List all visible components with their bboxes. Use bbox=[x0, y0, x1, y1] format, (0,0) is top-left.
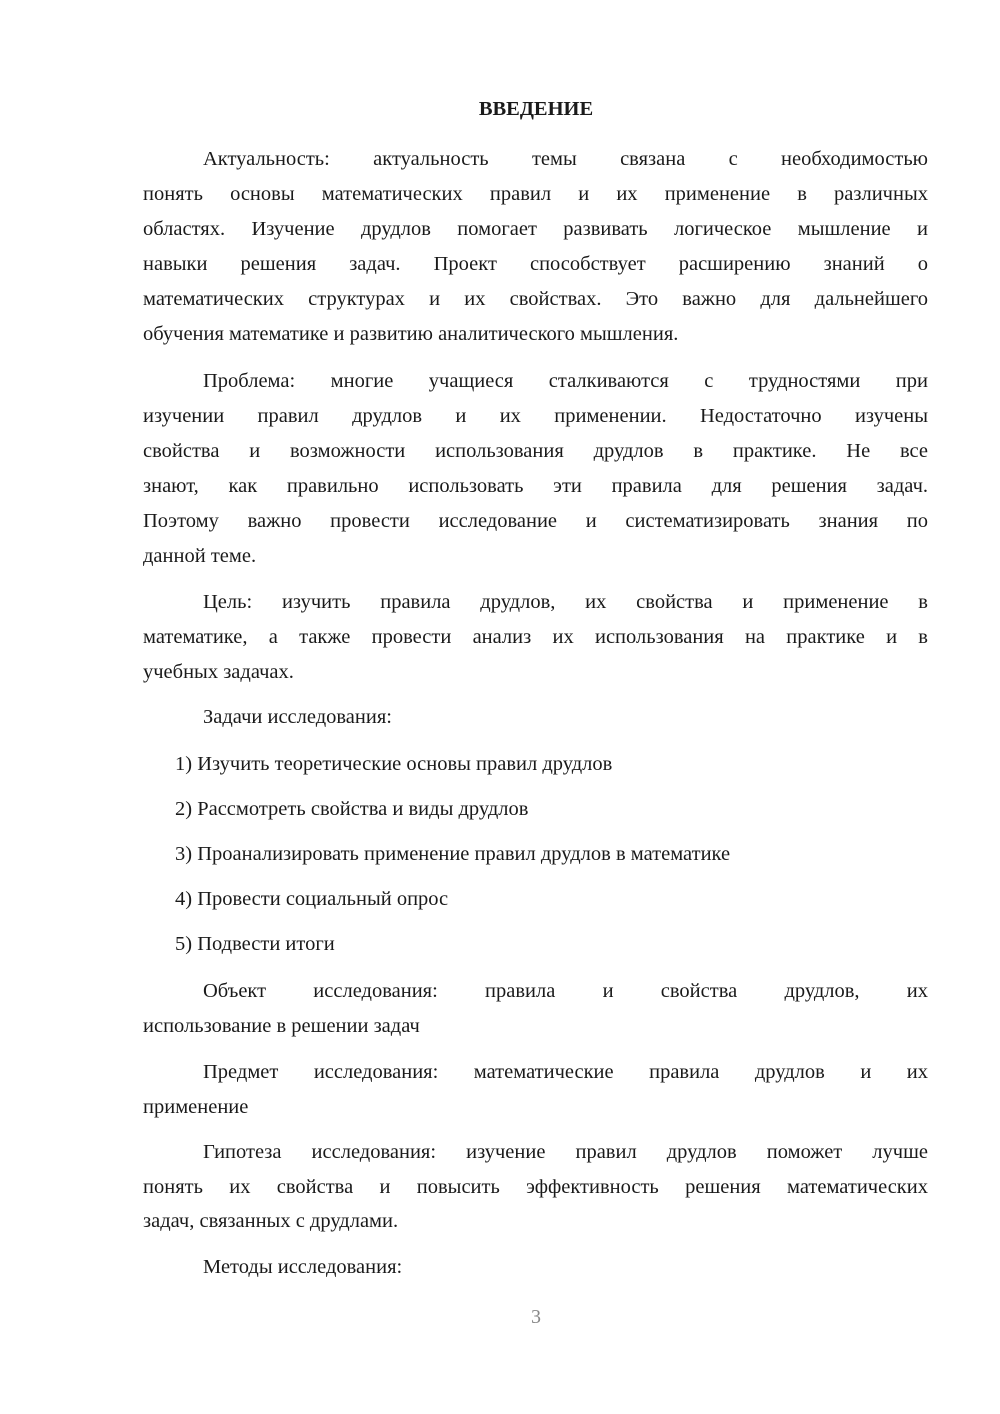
text-line: понять основы математических правил и их применение в различных bbox=[143, 183, 928, 205]
text-line: 3) Проанализировать применение правил друдлов в математике bbox=[175, 843, 731, 865]
text-line: знают, как правильно использовать эти правила для решения задач. bbox=[143, 475, 928, 497]
section-title: ВВЕДЕНИЕ bbox=[478, 98, 594, 120]
text-line: изучении правил друдлов и их применении. Недостаточно изучены bbox=[143, 405, 928, 427]
text-line: Объект исследования: правила и свойства друдлов, их bbox=[203, 980, 928, 1002]
text-line: Предмет исследования: математические правила друдлов и их bbox=[203, 1061, 928, 1083]
text-line: 4) Провести социальный опрос bbox=[175, 888, 449, 910]
text-line: Цель: изучить правила друдлов, их свойства и применение в bbox=[203, 591, 928, 613]
text-line: Проблема: многие учащиеся сталкиваются с трудностями при bbox=[203, 370, 928, 392]
text-line: использование в решении задач bbox=[143, 1015, 420, 1037]
text-line: обучения математике и развитию аналитического мышления. bbox=[143, 323, 679, 345]
text-line: 5) Подвести итоги bbox=[175, 933, 335, 955]
text-line: Поэтому важно провести исследование и систематизировать знания по bbox=[143, 510, 928, 532]
text-line: областях. Изучение друдлов помогает развивать логическое мышление и bbox=[143, 218, 928, 240]
page-number: 3 bbox=[531, 1306, 541, 1328]
text-line: 1) Изучить теоретические основы правил друдлов bbox=[175, 753, 613, 775]
text-line: математике, а также провести анализ их использования на практике и в bbox=[143, 626, 928, 648]
text-line: задач, связанных с друдлами. bbox=[143, 1210, 399, 1232]
text-line: навыки решения задач. Проект способствует расширению знаний о bbox=[143, 253, 928, 275]
text-line: математических структурах и их свойствах. Это важно для дальнейшего bbox=[143, 288, 928, 310]
text-line: понять их свойства и повысить эффективность решения математических bbox=[143, 1176, 928, 1198]
text-line: Задачи исследования: bbox=[203, 706, 392, 728]
text-line: 2) Рассмотреть свойства и виды друдлов bbox=[175, 798, 529, 820]
text-line: данной теме. bbox=[143, 545, 257, 567]
text-line: учебных задачах. bbox=[143, 661, 294, 683]
text-line: свойства и возможности использования друдлов в практике. Не все bbox=[143, 440, 928, 462]
text-line: Гипотеза исследования: изучение правил друдлов поможет лучше bbox=[203, 1141, 928, 1163]
text-line: Актуальность: актуальность темы связана с необходимостью bbox=[203, 148, 928, 170]
text-line: применение bbox=[143, 1096, 249, 1118]
text-line: Методы исследования: bbox=[203, 1256, 403, 1278]
